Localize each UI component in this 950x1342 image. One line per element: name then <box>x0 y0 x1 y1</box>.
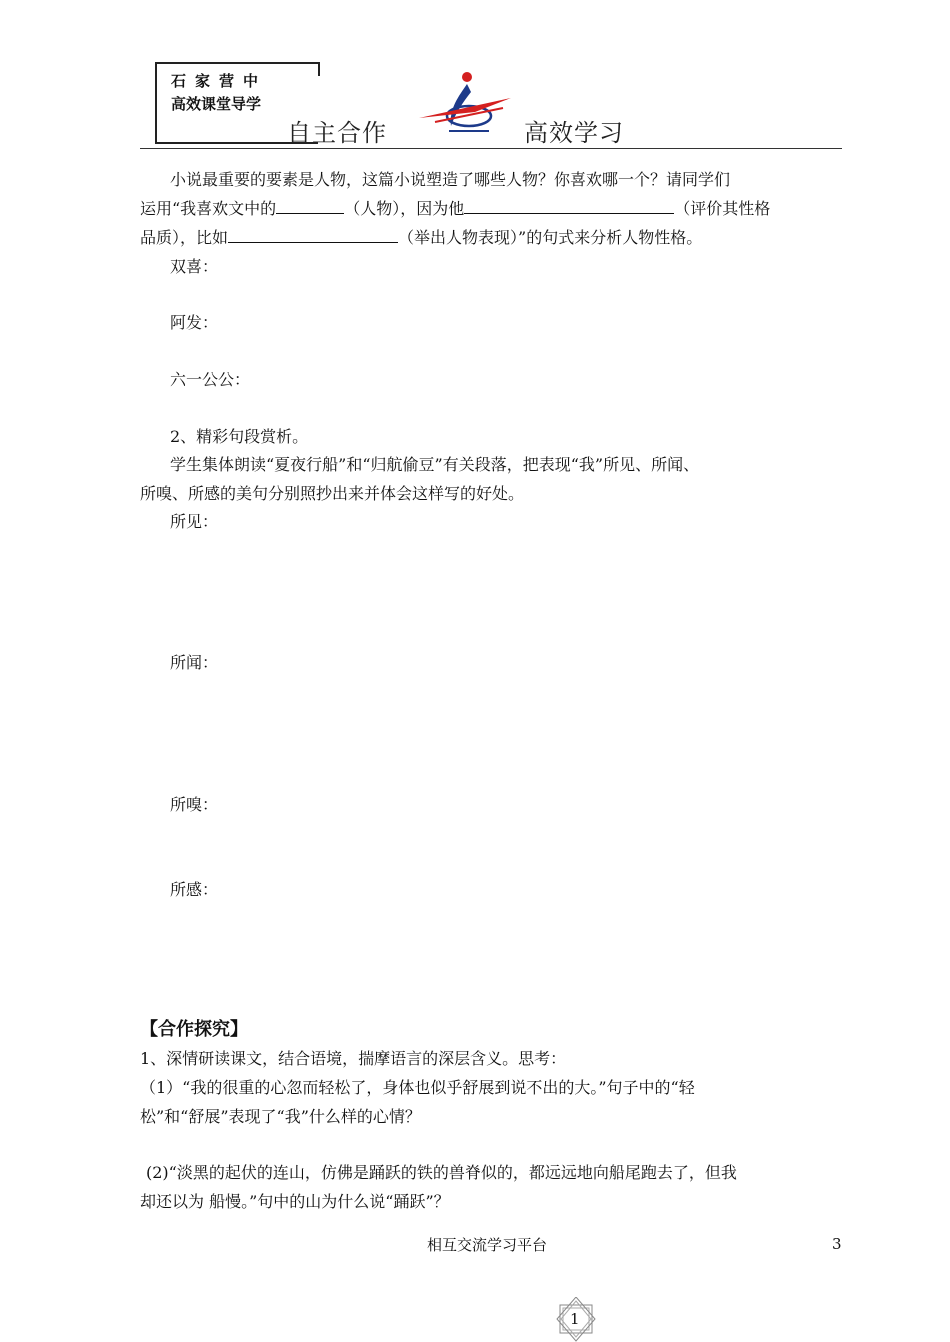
box-divider <box>318 62 320 76</box>
intro-text-e: （举出人物表现）”的句式来分析人物性格。 <box>398 228 703 247</box>
blank-evaluation[interactable] <box>464 198 674 214</box>
school-logo-icon <box>415 70 515 142</box>
header-rule <box>140 148 842 149</box>
intro-text-d: 品质），比如 <box>140 228 229 247</box>
intro-line-3 <box>140 223 702 252</box>
footer-page-number: 3 <box>832 1235 842 1253</box>
sub-question-2-line-1: (2)“淡黑的起伏的连山，仿佛是踊跃的铁的兽脊似的，都远远地向船尾跑去了，但我 <box>146 1163 737 1182</box>
footer-platform: 相互交流学习平台 <box>427 1236 548 1254</box>
page-badge-number: 1 <box>570 1310 580 1328</box>
sense-seen: 所见： <box>170 512 219 531</box>
coop-question-1: 1、深情研读课文，结合语境，揣摩语言的深层含义。思考： <box>140 1049 567 1068</box>
blank-character[interactable] <box>276 198 344 214</box>
sense-heard: 所闻： <box>170 653 219 672</box>
intro-text-c: （评价其性格 <box>674 199 771 218</box>
character-liuyi: 六一公公： <box>170 370 251 389</box>
question-2-line-2: 所嗅、所感的美句分别照抄出来并体会这样写的好处。 <box>140 484 525 503</box>
intro-text-a: 运用“我喜欢文中的 <box>140 199 277 218</box>
school-name: 石家营中 <box>171 72 268 90</box>
sub-question-1-line-1: （1）“我的很重的心忽而轻松了，身体也似乎舒展到说不出的大。”句子中的“轻 <box>140 1078 695 1097</box>
school-subtitle: 高效课堂导学 <box>171 95 262 113</box>
intro-line-2 <box>140 194 770 223</box>
section-heading: 【合作探究】 <box>140 1019 248 1040</box>
intro-text-b: （人物），因为他 <box>344 199 465 218</box>
sense-smelled: 所嗅： <box>170 795 219 814</box>
question-2-title: 2、精彩句段赏析。 <box>170 427 309 446</box>
slogan-left: 自主合作 <box>287 119 387 147</box>
character-shuangxi: 双喜： <box>170 257 219 276</box>
sub-question-1-line-2: 松”和“舒展”表现了“我”什么样的心情？ <box>140 1107 421 1126</box>
slogan-right: 高效学习 <box>524 119 624 147</box>
sense-felt: 所感： <box>170 880 219 899</box>
sub-question-2-line-2: 却还以为 船慢。”句中的山为什么说“踊跃”？ <box>140 1192 450 1211</box>
blank-example[interactable] <box>228 227 398 243</box>
intro-line-1: 小说最重要的要素是人物，这篇小说塑造了哪些人物？你喜欢哪一个？请同学们 <box>170 170 731 189</box>
character-afa: 阿发： <box>170 313 219 332</box>
question-2-line-1: 学生集体朗读“夏夜行船”和“归航偷豆”有关段落，把表现“我”所见、所闻、 <box>170 455 700 474</box>
